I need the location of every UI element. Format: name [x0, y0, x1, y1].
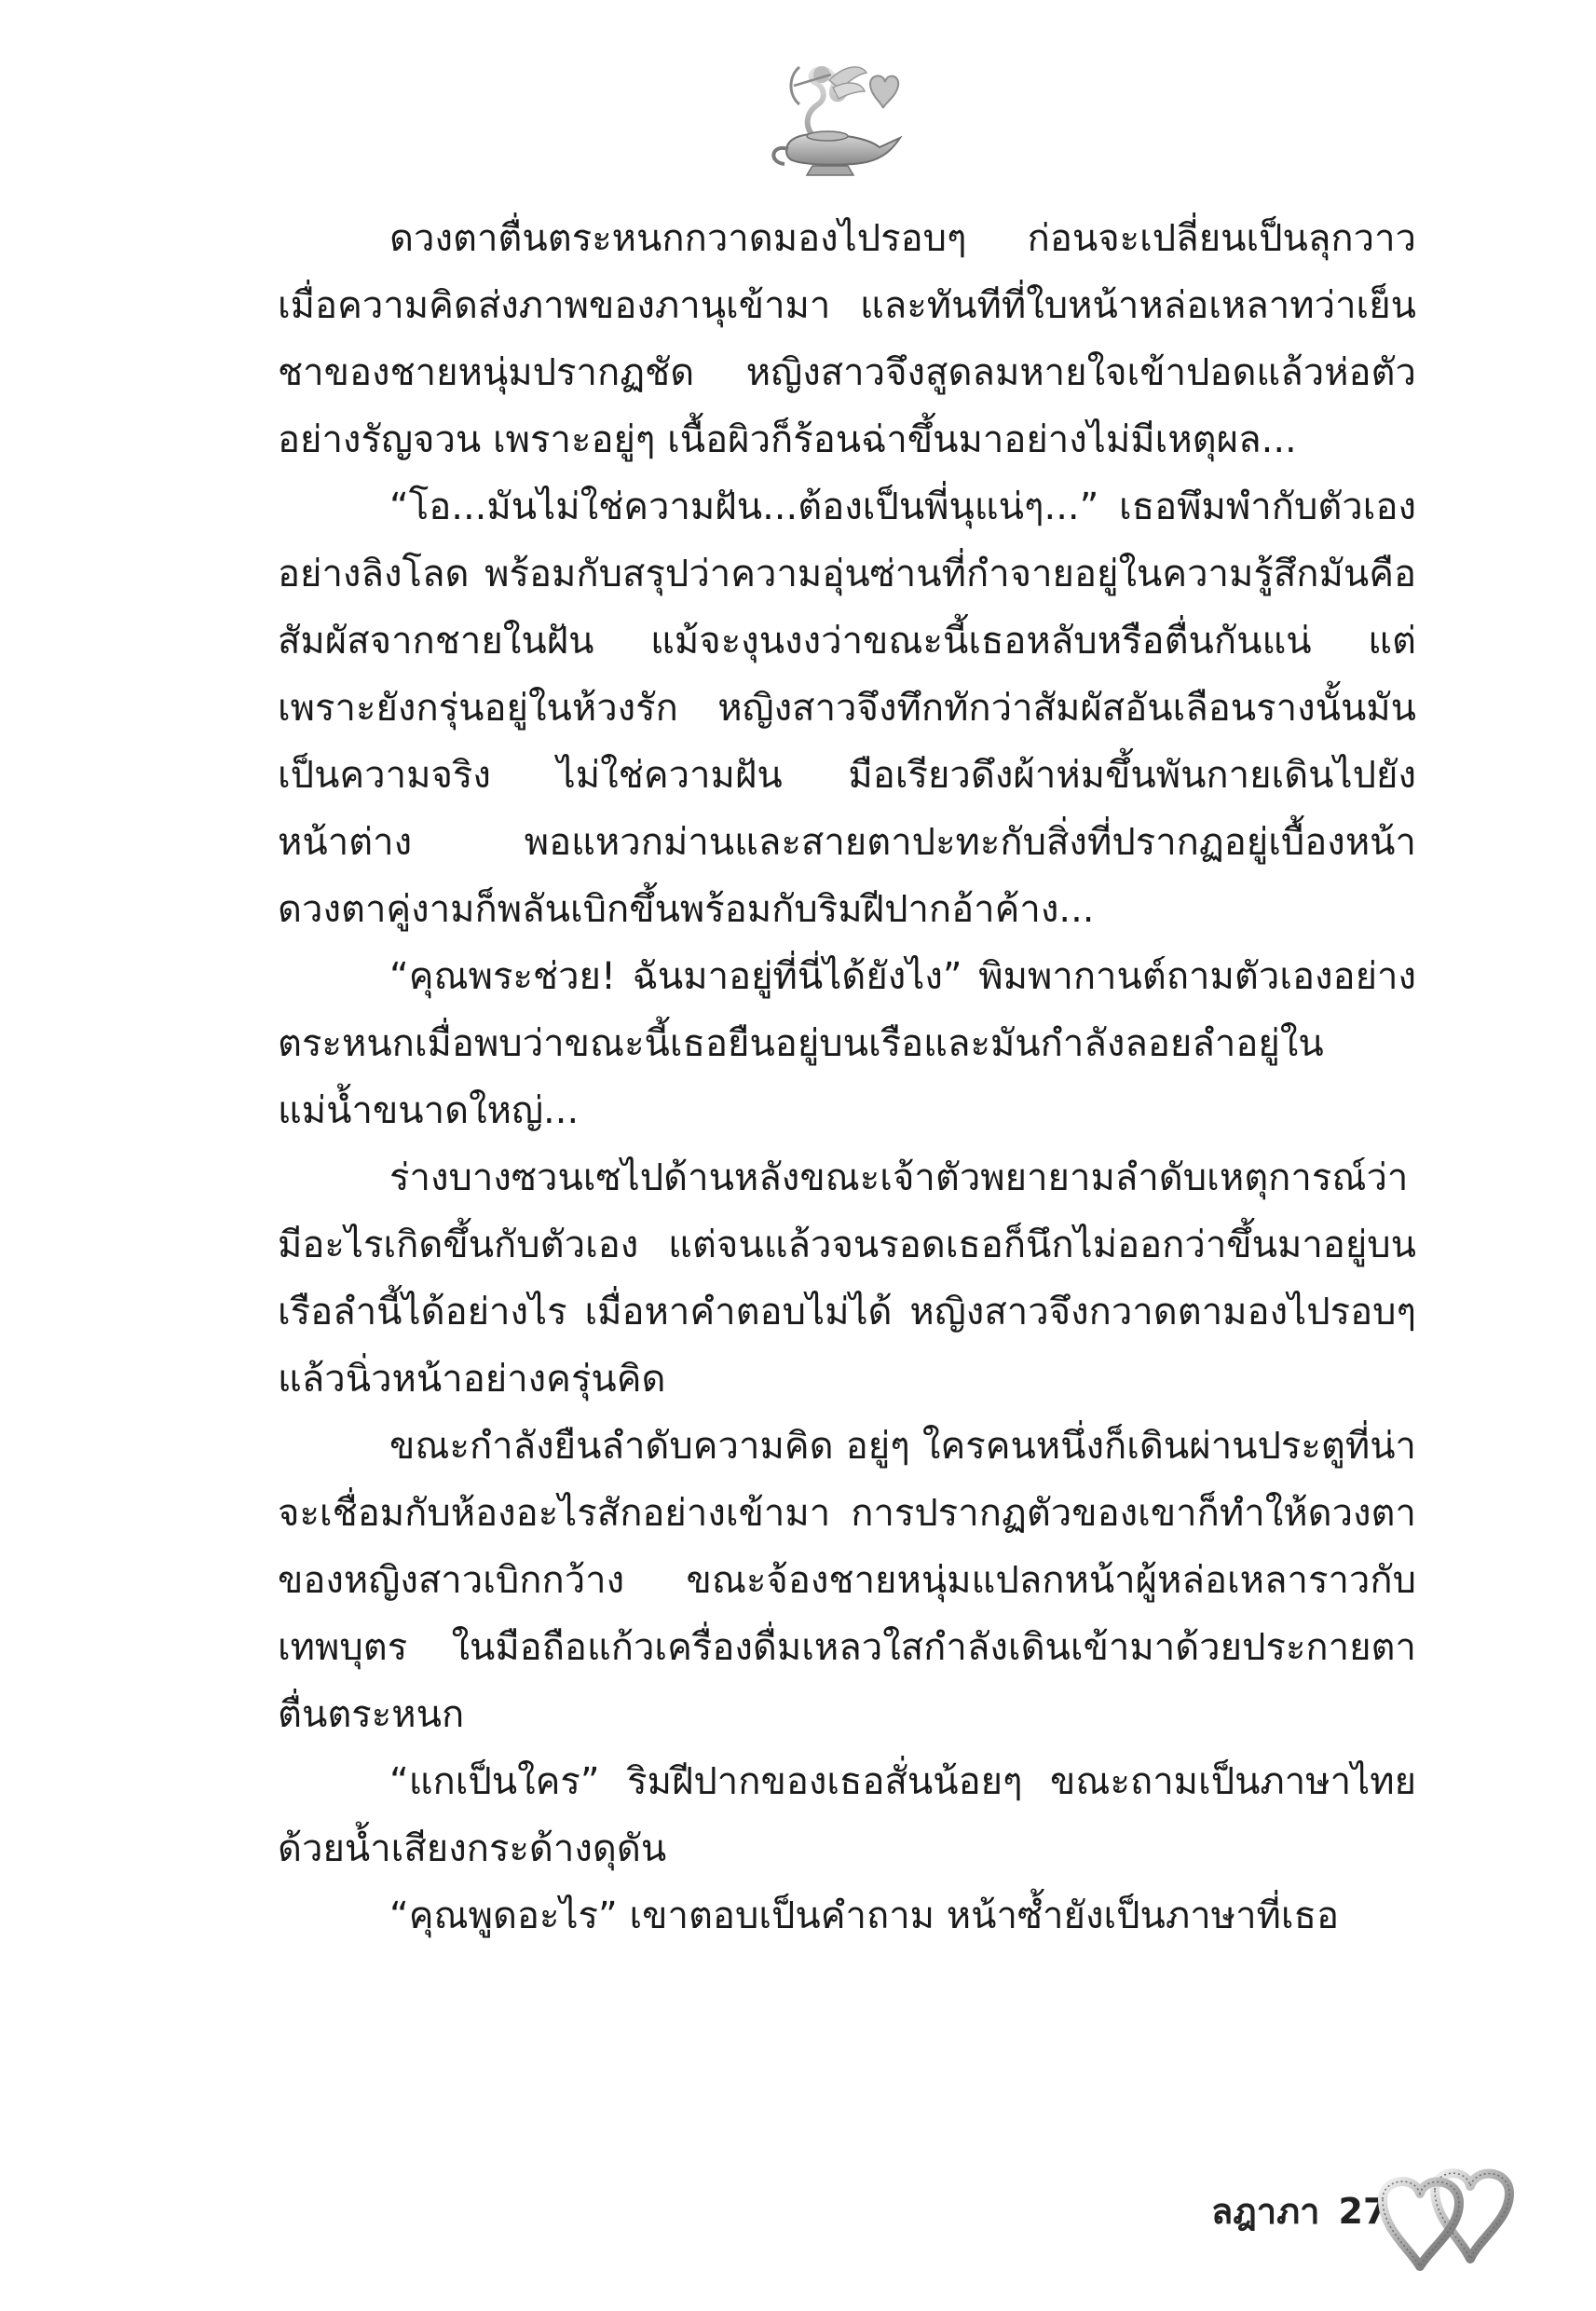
- page-number: 27: [1338, 2191, 1388, 2232]
- paragraph: “โอ...มันไม่ใช่ความฝัน...ต้องเป็นพี่นุแน่ๆ...” เธอพึมพำกับตัวเองอย่างลิงโลด พร้อมกับสรุปว่าความอุ่นซ่านที่กำจายอยู่ในความรู้สึกมันคือสัมผัสจากชายในฝัน แม้จะงุนงงว่าขณะนี้เธอหลับหรือตื่นกันแน่ แต่เพราะยังกรุ่นอยู่ในห้วงรัก หญิงสาวจึงทึกทักว่าสัมผัสอันเลือนรางนั้นมันเป็นความจริง ไม่ใช่ความฝัน มือเรียวดึงผ้าห่มขึ้นพันกายเดินไปยังหน้าต่าง พอแหวกม่านและสายตาปะทะกับสิ่งที่ปรากฏอยู่เบื้องหน้าดวงตาคู่งามก็พลันเบิกขึ้นพร้อมกับริมฝีปากอ้าค้าง...: [278, 485, 1416, 931]
- magic-lamp-cupid-icon: [751, 47, 909, 186]
- book-title: ลฎาภา: [1211, 2191, 1320, 2232]
- paragraph: “คุณพูดอะไร” เขาตอบเป็นคำถาม หน้าซ้ำยังเป็นภาษาที่เธอ: [389, 1894, 1340, 1937]
- paragraph: “แกเป็นใคร” ริมฝีปากของเธอสั่นน้อยๆ ขณะถามเป็นภาษาไทยด้วยน้ำเสียงกระด้างดุดัน: [278, 1760, 1416, 1870]
- paragraph: “คุณพระช่วย! ฉันมาอยู่ที่นี่ได้ยังไง” พิมพากานต์ถามตัวเองอย่างตระหนกเมื่อพบว่าขณะนี้เธอยืนอยู่บนเรือและมันกำลังลอยลำอยู่ในแม่น้ำขนาดใหญ่...: [278, 955, 1416, 1132]
- body-text: [278, 205, 1416, 1949]
- paragraph: ขณะกำลังยืนลำดับความคิด อยู่ๆ ใครคนหนึ่งก็เดินผ่านประตูที่น่าจะเชื่อมกับห้องอะไรสักอย่างเข้ามา การปรากฏตัวของเขาก็ทำให้ดวงตาของหญิงสาวเบิกกว้าง ขณะจ้องชายหนุ่มแปลกหน้าผู้หล่อเหลาราวกับเทพบุตร ในมือถือแก้วเครื่องดื่มเหลวใสกำลังเดินเข้ามาด้วยประกายตาตื่นตระหนก: [278, 1425, 1416, 1736]
- paragraph: ดวงตาตื่นตระหนกกวาดมองไปรอบๆ ก่อนจะเปลี่ยนเป็นลุกวาวเมื่อความคิดส่งภาพของภานุเข้ามา และทันทีที่ใบหน้าหล่อเหลาทว่าเย็นชาของชายหนุ่มปรากฏชัด หญิงสาวจึงสูดลมหายใจเข้าปอดแล้วห่อตัวอย่างรัญจวน เพราะอยู่ๆ เนื้อผิวก็ร้อนฉ่าขึ้นมาอย่างไม่มีเหตุผล...: [278, 217, 1416, 461]
- paragraph: ร่างบางซวนเซไปด้านหลังขณะเจ้าตัวพยายามลำดับเหตุการณ์ว่ามีอะไรเกิดขึ้นกับตัวเอง แต่จนแล้วจนรอดเธอก็นึกไม่ออกว่าขึ้นมาอยู่บนเรือลำนี้ได้อย่างไร เมื่อหาคำตอบไม่ได้ หญิงสาวจึงกวาดตามองไปรอบๆ แล้วนิ่วหน้าอย่างครุ่นคิด: [278, 1156, 1416, 1401]
- footer-text: [1211, 2182, 1387, 2239]
- double-heart-rings-icon: [1370, 2162, 1542, 2272]
- page-footer: [1211, 2162, 1565, 2274]
